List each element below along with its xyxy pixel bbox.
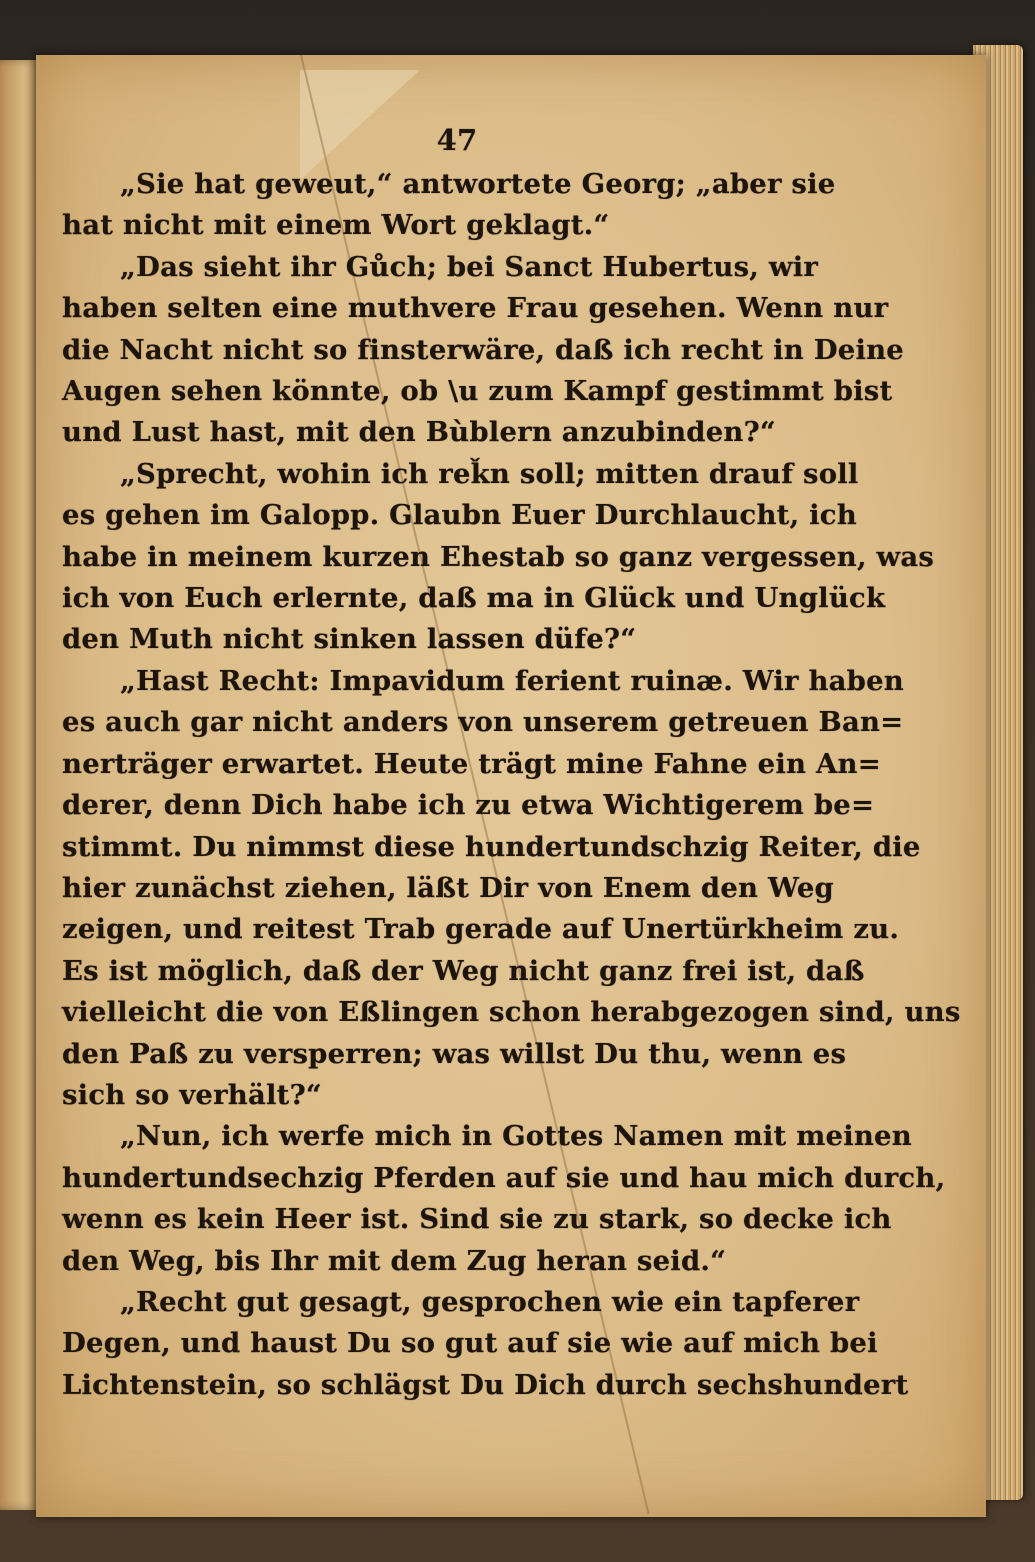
text-line: hier zunächst ziehen, läßt Dir von Enem den Weg <box>62 871 834 904</box>
text-line: es gehen im Galopp. Glaubn Euer Durchlaucht, ich <box>62 499 857 532</box>
text-line: „Sprecht, wohin ich reǩn soll; mitten drauf soll <box>120 457 859 490</box>
text-line: haben selten eine muthvere Frau gesehen. Wenn nur <box>62 292 889 325</box>
paragraph <box>62 661 961 1116</box>
text-line: und Lust hast, mit den Bùblern anzubinden?“ <box>62 416 776 449</box>
page-number: 47 <box>436 123 478 157</box>
text-line: vielleicht die von Eßlingen schon herabgezogen sind, uns <box>62 996 961 1029</box>
paragraph <box>62 1116 946 1282</box>
text-line: „Recht gut gesagt, gesprochen wie ein tapferer <box>120 1285 860 1318</box>
text-line: sich so verhält?“ <box>62 1078 322 1111</box>
text-line: nerträger erwartet. Heute trägt mine Fahne ein An= <box>62 747 881 780</box>
text-line: „Das sieht ihr Gůch; bei Sanct Hubertus, wir <box>120 250 819 283</box>
paragraph-container <box>62 164 961 1406</box>
paragraph <box>62 247 905 454</box>
paragraph <box>62 454 935 661</box>
text-line: „Sie hat gewe⁠ut,“ antwortete Georg; „aber sie <box>120 168 836 200</box>
text-line: stimmt. Du nimmst diese hundertundschzig Reiter, die <box>62 830 921 863</box>
text-line: es auch gar nicht anders von unserem getreuen Ban= <box>62 706 904 739</box>
text-line: derer, denn Dich habe ich zu etwa Wichtigerem be= <box>62 789 875 822</box>
text-line: „Hast Recht: Impavidum ferient ruinæ. Wir haben <box>120 664 904 697</box>
text-line: „Nun, ich werfe mich in Gottes Namen mit meinen <box>120 1120 912 1153</box>
text-line: habe in meinem kurzen Ehestab so ganz vergessen, was <box>62 540 935 573</box>
text-line: Degen, und haust Du so gut auf sie wie auf mich bei <box>62 1327 878 1360</box>
text-line: hundertundsechzig Pferden auf sie und hau mich durch, <box>62 1161 946 1194</box>
text-line: Es ist möglich, daß der Weg nicht ganz frei ist, daß <box>62 954 865 987</box>
text-line: Augen sehen könnte, ob \u zum Kampf gestimmt bist <box>62 375 893 408</box>
text-line: den Muth nicht sinken lassen düfe?“ <box>62 623 637 656</box>
facing-page-edge <box>0 60 40 1510</box>
text-line: zeigen, und reitest Trab gerade auf Unertürkheim zu. <box>62 913 900 946</box>
paragraph <box>62 164 836 247</box>
text-line: Lichtenstein, so schlägst Du Dich durch sechshundert <box>62 1368 909 1401</box>
text-line: die Nacht nicht so finsterwäre, daß ich recht in Deine <box>62 333 905 366</box>
text-line: wenn es kein Heer ist. Sind sie zu stark, so decke ich <box>62 1203 892 1236</box>
text-line: den Paß zu versperren; was willst Du thu, wenn es <box>62 1037 847 1070</box>
text-line: hat nicht mit einem Wort geklagt.“ <box>62 209 610 242</box>
page-text <box>62 120 961 1406</box>
text-line: ich von Euch erlernte, daß ma in Glück und Unglück <box>62 582 886 615</box>
text-line: den Weg, bis Ihr mit dem Zug heran seid.“ <box>62 1244 727 1277</box>
paragraph <box>62 1282 909 1406</box>
